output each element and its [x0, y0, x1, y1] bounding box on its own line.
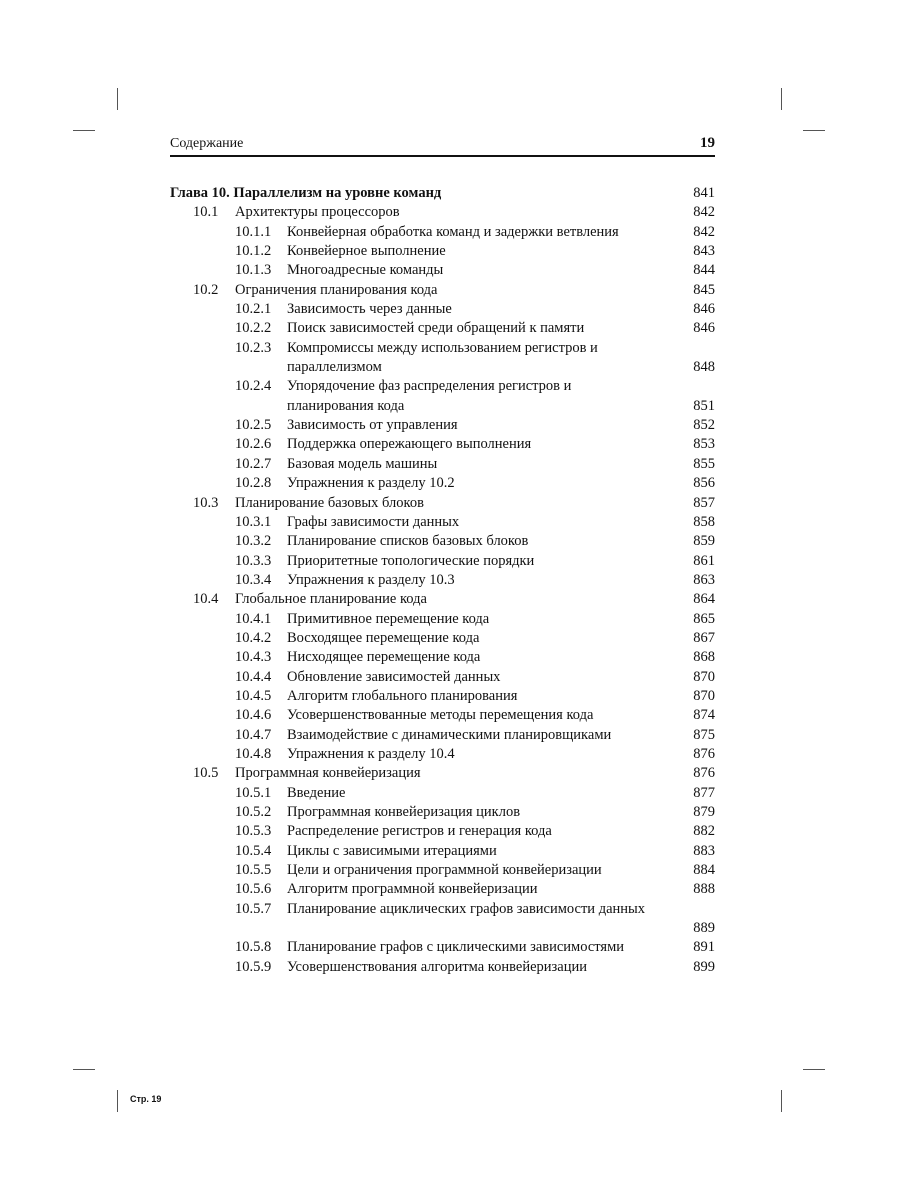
toc-entry-subsection: [170, 822, 715, 841]
toc-entry-number: 10.4.3: [235, 649, 272, 666]
toc-entry-title: Восходящее перемещение кода: [287, 629, 480, 646]
toc-entry-number: 10.2.8: [235, 475, 272, 492]
toc-entry-title: Конвейерное выполнение: [287, 243, 446, 260]
toc-entry-number: 10.5.7: [235, 900, 272, 917]
toc-entry-title: Архитектуры процессоров: [235, 204, 400, 221]
toc-entry-page: 867: [693, 629, 715, 646]
toc-entry-number: 10.4.8: [235, 745, 272, 762]
toc-entry-page: 842: [693, 204, 715, 221]
toc-entry-page: 879: [693, 804, 715, 820]
toc-entry-number: 10.5.1: [235, 784, 272, 801]
toc-entry-title: Упражнения к разделу 10.3: [287, 571, 455, 588]
toc-entry-page: 883: [693, 842, 715, 859]
toc-entry-page: 882: [693, 823, 715, 840]
toc-entry-title: Введение: [287, 784, 346, 801]
crop-mark: [781, 1090, 782, 1112]
toc-entry-section: [170, 281, 715, 300]
toc-entry-number: 10.5: [193, 765, 219, 782]
toc-entry-number: 10.5.8: [235, 939, 272, 956]
toc-entry-subsection: [170, 532, 715, 551]
toc-entry-title: Распределение регистров и генерация кода: [287, 823, 552, 840]
toc-entry-page: 848: [693, 359, 715, 376]
toc-entry-page: 858: [693, 513, 715, 530]
footer-page-label: Стр. 19: [130, 1094, 162, 1104]
toc-entry-title: Базовая модель машины: [287, 455, 438, 472]
toc-entry-subsection: [170, 938, 715, 957]
toc-entry-number: 10.1.3: [235, 262, 272, 279]
toc-entry-number: 10.5.2: [235, 804, 272, 820]
toc-entry-title: Взаимодействие с динамическими планировщиками: [287, 726, 612, 743]
toc-entry-number: 10.2: [193, 281, 219, 298]
toc-entry-title: Поиск зависимостей среди обращений к памяти: [287, 320, 585, 337]
toc-entry-subsection: [170, 629, 715, 648]
toc-entry-section: [170, 203, 715, 222]
toc-entry-subsection: [170, 223, 715, 242]
toc-entry-subsection: [170, 300, 715, 319]
toc-entry-title: Планирование ациклических графов зависимости данных: [287, 900, 646, 917]
toc-entry-page: 861: [693, 552, 715, 569]
toc-entry-page: 875: [693, 726, 715, 743]
crop-mark: [803, 130, 825, 131]
toc-entry-title: Обновление зависимостей данных: [287, 668, 501, 685]
toc-entry-number: 10.3.2: [235, 533, 272, 550]
header-page-number: 19: [700, 135, 715, 151]
toc-entry-page: 851: [693, 397, 715, 414]
toc-entry-subsection: [170, 648, 715, 667]
toc-entry-page: 841: [693, 185, 715, 201]
toc-entry-subsection: [170, 455, 715, 474]
toc-entry-number: 10.4.4: [235, 668, 272, 685]
toc-entry-number: 10.4.5: [235, 687, 272, 704]
toc-entry-title: Компромиссы между использованием регистров и параллелизмом: [287, 339, 598, 376]
toc-entry-subsection: [170, 242, 715, 261]
toc-entry-title: Графы зависимости данных: [287, 513, 460, 530]
toc-entry-page: 843: [693, 243, 715, 260]
toc-entry-title: Циклы с зависимыми итерациями: [287, 842, 497, 859]
toc-entry-title: Планирование графов с циклическими зависимостями: [287, 939, 625, 956]
toc-entry-subsection: [170, 319, 715, 338]
toc-entry-number: 10.2.2: [235, 320, 272, 337]
toc-entry-number: 10.2.3: [235, 339, 272, 356]
toc-entry-subsection: [170, 513, 715, 532]
crop-mark: [73, 130, 95, 131]
toc-entry-subsection: [170, 687, 715, 706]
table-of-contents: [170, 184, 715, 977]
toc-entry-number: 10.2.5: [235, 417, 272, 434]
toc-entry-title: Примитивное перемещение кода: [287, 610, 490, 627]
toc-entry-subsection: [170, 474, 715, 493]
toc-entry-page: 889: [693, 920, 715, 937]
toc-entry-number: 10.3.1: [235, 513, 272, 530]
toc-entry-subsection: [170, 958, 715, 977]
header-title: Содержание: [170, 136, 244, 151]
toc-entry-subsection: [170, 900, 715, 939]
toc-entry-title: Конвейерная обработка команд и задержки ветвления: [287, 223, 619, 240]
toc-entry-page: 876: [693, 745, 715, 762]
toc-entry-title: Усовершенствования алгоритма конвейеризации: [287, 958, 587, 975]
toc-entry-page: 868: [693, 649, 715, 666]
toc-entry-number: 10.4.7: [235, 726, 272, 743]
toc-entry-number: 10.4.2: [235, 629, 272, 646]
toc-entry-number: 10.1.2: [235, 243, 272, 260]
toc-entry-section: [170, 494, 715, 513]
toc-entry-title: Многоадресные команды: [287, 262, 444, 279]
toc-entry-subsection: [170, 552, 715, 571]
toc-entry-subsection: [170, 610, 715, 629]
toc-entry-title: Приоритетные топологические порядки: [287, 552, 535, 569]
toc-entry-page: 856: [693, 475, 715, 492]
toc-entry-page: 859: [693, 533, 715, 550]
toc-entry-number: 10.2.6: [235, 436, 272, 453]
toc-entry-subsection: [170, 377, 715, 416]
toc-entry-number: 10.5.4: [235, 842, 272, 859]
crop-mark: [73, 1069, 95, 1070]
toc-entry-page: 865: [693, 610, 715, 627]
toc-entry-page: 855: [693, 455, 715, 472]
toc-entry-title: Ограничения планирования кода: [235, 281, 438, 298]
toc-entry-number: 10.5.5: [235, 862, 272, 879]
toc-entry-subsection: [170, 435, 715, 454]
toc-entry-title: Упражнения к разделу 10.4: [287, 745, 455, 762]
toc-entry-number: 10.3: [193, 494, 219, 511]
toc-entry-page: 891: [693, 939, 715, 956]
toc-entry-title: Планирование списков базовых блоков: [287, 533, 529, 550]
toc-entry-title: Нисходящее перемещение кода: [287, 649, 481, 666]
toc-entry-number: 10.5.3: [235, 823, 272, 840]
toc-entry-page: 852: [693, 417, 715, 434]
toc-entry-page: 842: [693, 223, 715, 240]
toc-entry-title: Цели и ограничения программной конвейеризации: [287, 862, 602, 879]
toc-entry-number: 10.3.4: [235, 571, 272, 588]
toc-entry-number: 10.4.1: [235, 610, 272, 627]
crop-mark: [781, 88, 782, 110]
toc-entry-page: 870: [693, 668, 715, 685]
toc-entry-page: 853: [693, 436, 715, 453]
toc-entry-chapter: [170, 184, 715, 203]
crop-mark: [117, 88, 118, 110]
toc-entry-page: 888: [693, 881, 715, 898]
toc-entry-title: Поддержка опережающего выполнения: [287, 436, 532, 453]
toc-entry-number: 10.5.6: [235, 881, 272, 898]
toc-entry-subsection: [170, 880, 715, 899]
toc-entry-title: Алгоритм глобального планирования: [287, 687, 518, 704]
toc-entry-page: 844: [693, 262, 715, 279]
toc-entry-subsection: [170, 571, 715, 590]
toc-entry-page: 899: [693, 958, 715, 975]
toc-entry-title: Зависимость от управления: [287, 417, 458, 434]
toc-entry-subsection: [170, 339, 715, 378]
toc-entry-title: Упорядочение фаз распределения регистров и планирования кода: [287, 378, 572, 414]
toc-entry-page: 876: [693, 765, 715, 782]
toc-entry-subsection: [170, 261, 715, 280]
toc-entry-page: 864: [693, 591, 715, 608]
toc-entry-title: Глобальное планирование кода: [235, 591, 427, 608]
toc-entry-page: 846: [693, 320, 715, 337]
toc-entry-page: 874: [693, 707, 715, 724]
toc-entry-subsection: [170, 726, 715, 745]
toc-entry-subsection: [170, 745, 715, 764]
toc-entry-subsection: [170, 668, 715, 687]
toc-entry-subsection: [170, 842, 715, 861]
crop-mark: [803, 1069, 825, 1070]
toc-entry-page: 857: [693, 494, 715, 511]
toc-entry-title: Упражнения к разделу 10.2: [287, 475, 455, 492]
toc-entry-page: 870: [693, 687, 715, 704]
crop-mark: [117, 1090, 118, 1112]
toc-entry-number: 10.4.6: [235, 707, 272, 724]
toc-entry-title: Алгоритм программной конвейеризации: [287, 881, 538, 898]
toc-entry-number: 10.1: [193, 204, 219, 221]
toc-entry-title: Программная конвейеризация: [235, 765, 421, 782]
toc-entry-number: 10.1.1: [235, 223, 272, 240]
toc-entry-title: Усовершенствованные методы перемещения кода: [287, 707, 594, 724]
toc-entry-title: Глава 10. Параллелизм на уровне команд: [170, 185, 442, 201]
toc-entry-section: [170, 590, 715, 609]
toc-entry-subsection: [170, 784, 715, 803]
toc-entry-subsection: [170, 861, 715, 880]
toc-entry-subsection: [170, 706, 715, 725]
toc-entry-title: Программная конвейеризация циклов: [287, 804, 521, 820]
running-header: [170, 136, 715, 157]
toc-entry-subsection: [170, 803, 715, 822]
toc-entry-subsection: [170, 416, 715, 435]
toc-entry-number: 10.4: [193, 591, 219, 608]
toc-entry-title: Зависимость через данные: [287, 301, 452, 318]
toc-entry-page: 863: [693, 571, 715, 588]
toc-entry-number: 10.2.4: [235, 378, 272, 395]
toc-entry-page: 884: [693, 862, 715, 879]
toc-entry-number: 10.2.7: [235, 455, 272, 472]
toc-entry-title: Планирование базовых блоков: [235, 494, 424, 511]
toc-entry-section: [170, 764, 715, 783]
toc-entry-page: 877: [693, 784, 715, 801]
toc-entry-page: 845: [693, 281, 715, 298]
toc-entry-page: 846: [693, 301, 715, 318]
toc-entry-number: 10.5.9: [235, 958, 272, 975]
toc-entry-number: 10.3.3: [235, 552, 272, 569]
toc-entry-number: 10.2.1: [235, 301, 272, 318]
